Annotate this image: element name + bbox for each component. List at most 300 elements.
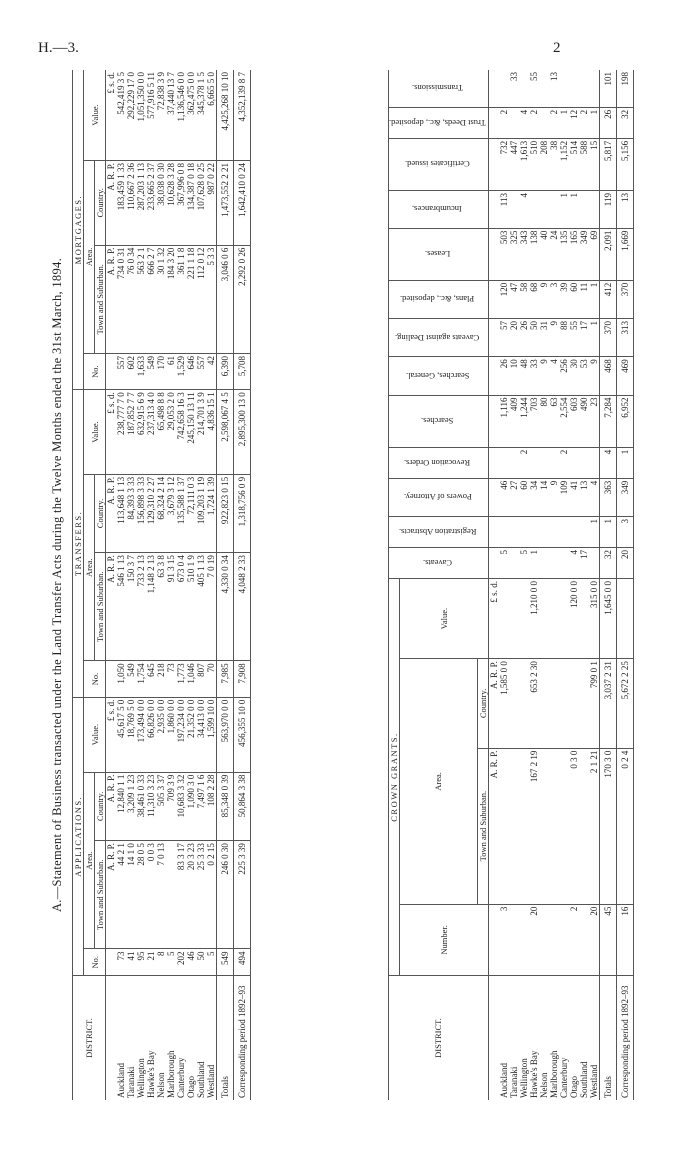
- value-cell: [549, 191, 559, 229]
- value-cell: [589, 548, 600, 579]
- value-cell: 653 2 30: [529, 659, 539, 748]
- value-cell: 666 2 7: [146, 245, 156, 353]
- trust-deeds-header: Trust Deeds, &c., deposited.: [389, 117, 486, 128]
- value-cell: 12,840 1 1: [116, 772, 126, 841]
- value-cell: 23: [589, 395, 600, 447]
- table-row: [616, 70, 633, 1100]
- value-cell: 101: [599, 70, 616, 107]
- value-cell: 742,658 16 3: [176, 390, 186, 475]
- value-cell: 48: [519, 357, 529, 395]
- value-cell: 15: [589, 138, 600, 190]
- value-cell: 9: [549, 478, 559, 516]
- value-cell: 68,324 2 14: [156, 474, 166, 552]
- value-cell: 345,378 1 5: [196, 70, 206, 160]
- table-2-body: [499, 70, 634, 1100]
- value-cell: 109: [559, 478, 569, 516]
- value-cell: [579, 659, 589, 748]
- value-cell: 1,090 3 0: [186, 772, 196, 841]
- value-cell: 1: [616, 447, 633, 478]
- value-cell: [579, 447, 589, 478]
- value-cell: 1,051,350 0 0: [136, 70, 146, 160]
- value-cell: 3,209 1 23: [126, 772, 136, 841]
- page-reference: H.—3.: [38, 40, 79, 56]
- value-cell: 2 1 21: [589, 748, 600, 904]
- value-cell: 135,588 1 37: [176, 474, 186, 552]
- value-cell: 469: [616, 357, 633, 395]
- value-cell: 733 2 13: [136, 553, 146, 661]
- value-cell: 10: [509, 357, 519, 395]
- district-cell: Taranaki: [126, 1066, 136, 1098]
- value-cell: [569, 659, 579, 748]
- value-cell: 1: [589, 280, 600, 318]
- value-cell: [519, 748, 529, 904]
- value-cell: 0 2 4: [616, 748, 633, 904]
- value-cell: 5: [166, 949, 176, 976]
- value-cell: 4,352,139 8 7: [234, 70, 251, 160]
- units-arp: A. R. P.: [106, 474, 117, 552]
- value-cell: 409: [509, 395, 519, 447]
- value-cell: 1: [589, 107, 600, 138]
- value-cell: 214,701 3 9: [196, 390, 206, 475]
- district-cell: Hawke's Bay: [528, 1050, 539, 1098]
- table-row: [549, 70, 559, 1100]
- value-cell: 44 2 1: [116, 841, 126, 949]
- value-cell: 184 3 20: [166, 245, 176, 353]
- statement-table-1: [72, 70, 251, 1100]
- value-cell: [579, 517, 589, 548]
- value-cell: [549, 548, 559, 579]
- value-cell: 4,425,268 10 10: [217, 70, 234, 160]
- certificates-header: Certificates issued.: [405, 159, 470, 170]
- app-country-header: Country.: [95, 772, 106, 841]
- district-cell: Southland: [196, 1061, 206, 1098]
- value-cell: [559, 748, 569, 904]
- value-cell: 4: [549, 357, 559, 395]
- table-row: [579, 70, 589, 1100]
- value-cell: 26: [599, 107, 616, 138]
- value-cell: 197,234 0 0: [176, 697, 186, 772]
- value-cell: [529, 447, 539, 478]
- value-cell: [509, 447, 519, 478]
- value-cell: 349: [579, 228, 589, 280]
- value-cell: 73: [116, 949, 126, 976]
- value-cell: 313: [616, 319, 633, 357]
- value-cell: 110,667 2 36: [126, 160, 136, 245]
- value-cell: [549, 447, 559, 478]
- value-cell: 2: [499, 107, 509, 138]
- value-cell: 367,996 0 8: [176, 160, 186, 245]
- table-row: [519, 70, 529, 1100]
- value-cell: 68: [529, 280, 539, 318]
- value-cell: 34: [529, 478, 539, 516]
- units-arp: A. R. P.: [488, 748, 499, 904]
- value-cell: 46: [186, 949, 196, 976]
- value-cell: 233,665 2 37: [146, 160, 156, 245]
- value-cell: [499, 579, 509, 659]
- value-cell: 37,440 13 7: [166, 70, 176, 160]
- value-cell: 26: [499, 357, 509, 395]
- applications-header: APPLICATIONS.: [73, 697, 84, 975]
- leases-header: Leases.: [424, 249, 450, 260]
- value-cell: 456,355 10 0: [234, 697, 251, 772]
- value-cell: 31: [539, 319, 549, 357]
- district-cell: Otago: [186, 1076, 196, 1098]
- district-cell: Wellington: [518, 1058, 529, 1098]
- value-cell: 4: [599, 447, 616, 478]
- value-cell: [539, 70, 549, 107]
- value-cell: 10,628 3 28: [166, 160, 176, 245]
- value-cell: 1,148 2 13: [146, 553, 156, 661]
- value-cell: [539, 748, 549, 904]
- value-cell: 95: [136, 949, 146, 976]
- value-cell: 1: [569, 191, 579, 229]
- value-cell: 26: [519, 319, 529, 357]
- value-cell: 34,413 0 0: [196, 697, 206, 772]
- value-cell: 61: [166, 353, 176, 389]
- value-cell: [509, 748, 519, 904]
- searches-general-header: Searches, General.: [405, 370, 470, 381]
- value-cell: 2,292 0 26: [234, 245, 251, 353]
- revocation-header: Revocation Orders.: [404, 457, 471, 468]
- value-cell: [519, 517, 529, 548]
- value-cell: 632,915 6 9: [136, 390, 146, 475]
- table-row: [539, 70, 549, 1100]
- district-cell: Corresponding period 1892–93: [619, 985, 630, 1098]
- value-cell: [549, 904, 559, 975]
- value-cell: 4,836 15 1: [206, 390, 217, 475]
- district-cell: Taranaki: [508, 1066, 519, 1098]
- value-cell: 20: [616, 548, 633, 579]
- value-cell: 9: [549, 319, 559, 357]
- value-cell: 1: [589, 517, 600, 548]
- value-cell: [549, 748, 559, 904]
- value-cell: 20: [529, 904, 539, 975]
- value-cell: [559, 517, 569, 548]
- value-cell: 17: [579, 319, 589, 357]
- value-cell: 120: [499, 280, 509, 318]
- value-cell: 412: [599, 280, 616, 318]
- district-cell: Corresponding period 1892–93: [237, 985, 247, 1098]
- value-cell: 799 0 1: [589, 659, 600, 748]
- value-cell: 38,461 0 33: [136, 772, 146, 841]
- tr-value-header: Value.: [84, 390, 106, 475]
- value-cell: 5,672 2 25: [616, 659, 633, 748]
- value-cell: 80: [539, 395, 549, 447]
- value-cell: 20: [589, 904, 600, 975]
- value-cell: [519, 904, 529, 975]
- value-cell: [539, 191, 549, 229]
- table-row: [234, 70, 251, 1100]
- units-arp: A. R. P.: [488, 659, 499, 748]
- value-cell: 5,817: [599, 138, 616, 190]
- value-cell: 238,777 7 0: [116, 390, 126, 475]
- value-cell: [569, 70, 579, 107]
- value-cell: 2: [579, 107, 589, 138]
- value-cell: 8: [156, 949, 166, 976]
- incumbrances-header: Incumbrances.: [412, 204, 463, 215]
- value-cell: 2,554: [559, 395, 569, 447]
- value-cell: 1,210 0 0: [529, 579, 539, 659]
- value-cell: 557: [196, 353, 206, 389]
- district-cell: Auckland: [498, 1063, 509, 1098]
- value-cell: 3,679 3 12: [166, 474, 176, 552]
- value-cell: 1,642,410 0 24: [234, 160, 251, 245]
- value-cell: 1,473,552 2 21: [217, 160, 234, 245]
- value-cell: 646: [186, 353, 196, 389]
- value-cell: [579, 70, 589, 107]
- value-cell: 1,645 0 0: [599, 579, 616, 659]
- district-cell: Canterbury: [176, 1057, 186, 1098]
- value-cell: 2: [519, 447, 529, 478]
- value-cell: [559, 904, 569, 975]
- units-arp: A. R. P.: [106, 772, 117, 841]
- table-row: [176, 70, 186, 1100]
- value-cell: 673 0 4: [176, 553, 186, 661]
- value-cell: 5: [206, 949, 217, 976]
- value-cell: 73: [166, 661, 176, 697]
- value-cell: 21: [146, 949, 156, 976]
- value-cell: [569, 517, 579, 548]
- value-cell: 12: [569, 107, 579, 138]
- value-cell: 5,156: [616, 138, 633, 190]
- value-cell: 549: [126, 661, 136, 697]
- value-cell: 549: [146, 353, 156, 389]
- value-cell: 287,203 1 13: [136, 160, 146, 245]
- value-cell: 2: [549, 107, 559, 138]
- value-cell: 325: [509, 228, 519, 280]
- value-cell: 343: [519, 228, 529, 280]
- value-cell: [589, 70, 600, 107]
- value-cell: 42: [206, 353, 217, 389]
- district-cell: Nelson: [538, 1072, 549, 1098]
- value-cell: 53: [579, 357, 589, 395]
- units-arp: A. R. P.: [106, 553, 117, 661]
- value-cell: 113,648 1 13: [116, 474, 126, 552]
- value-cell: [559, 659, 569, 748]
- value-cell: 63 3 8: [156, 553, 166, 661]
- value-cell: 7,908: [234, 661, 251, 697]
- value-cell: 2: [559, 447, 569, 478]
- district-cell: Wellington: [136, 1058, 146, 1098]
- value-cell: 32: [616, 107, 633, 138]
- value-cell: 60: [519, 478, 529, 516]
- value-cell: 187,852 7 7: [126, 390, 136, 475]
- value-cell: 113: [499, 191, 509, 229]
- value-cell: 1,050: [116, 661, 126, 697]
- rotated-statement: [50, 70, 660, 1100]
- value-cell: 14 1 0: [126, 841, 136, 949]
- value-cell: 1: [599, 517, 616, 548]
- value-cell: 3: [499, 904, 509, 975]
- value-cell: 50: [529, 319, 539, 357]
- value-cell: 2: [569, 904, 579, 975]
- value-cell: 218: [156, 661, 166, 697]
- value-cell: 237,313 4 0: [146, 390, 156, 475]
- value-cell: 1: [559, 191, 569, 229]
- value-cell: 138: [529, 228, 539, 280]
- value-cell: 72,111 0 3: [186, 474, 196, 552]
- value-cell: 1,152: [559, 138, 569, 190]
- value-cell: 0 2 15: [206, 841, 217, 949]
- value-cell: 349: [616, 478, 633, 516]
- value-cell: 198: [616, 70, 633, 107]
- value-cell: 4: [569, 548, 579, 579]
- value-cell: 167 2 19: [529, 748, 539, 904]
- value-cell: 88: [559, 319, 569, 357]
- value-cell: 170 3 0: [599, 748, 616, 904]
- statement-table-2: [388, 70, 634, 1100]
- value-cell: [509, 579, 519, 659]
- table-row: [196, 70, 206, 1100]
- value-cell: 1,633: [136, 353, 146, 389]
- value-cell: 134,387 0 18: [186, 160, 196, 245]
- value-cell: 7,497 1 6: [196, 772, 206, 841]
- app-area-header: Area.: [84, 772, 95, 949]
- value-cell: 69: [589, 228, 600, 280]
- value-cell: [539, 659, 549, 748]
- value-cell: 1,136,546 0 0: [176, 70, 186, 160]
- value-cell: [549, 517, 559, 548]
- cg-area-header: Area.: [400, 659, 478, 904]
- value-cell: 55: [529, 70, 539, 107]
- value-cell: [509, 107, 519, 138]
- value-cell: 2,895,300 13 0: [234, 390, 251, 475]
- value-cell: 246 0 30: [217, 841, 234, 949]
- value-cell: 38: [549, 138, 559, 190]
- value-cell: 2,091: [599, 228, 616, 280]
- table-row: [217, 70, 234, 1100]
- value-cell: 588: [579, 138, 589, 190]
- value-cell: 1,046: [186, 661, 196, 697]
- value-cell: 1,669: [616, 228, 633, 280]
- district-cell: Totals: [220, 1076, 230, 1098]
- table-1-body: [116, 70, 251, 1100]
- value-cell: 13: [579, 478, 589, 516]
- value-cell: 603: [569, 395, 579, 447]
- value-cell: 58: [519, 280, 529, 318]
- value-cell: 16: [616, 904, 633, 975]
- value-cell: 447: [509, 138, 519, 190]
- value-cell: 9: [589, 357, 600, 395]
- district-cell: Otago: [568, 1076, 579, 1098]
- value-cell: 85,348 0 39: [217, 772, 234, 841]
- value-cell: 2: [529, 107, 539, 138]
- value-cell: [499, 748, 509, 904]
- app-no-header: No.: [84, 949, 106, 976]
- value-cell: 5: [499, 548, 509, 579]
- value-cell: 33: [509, 70, 519, 107]
- cg-value-header: Value.: [400, 579, 489, 659]
- table-row: [499, 70, 509, 1100]
- value-cell: 7 0 19: [206, 553, 217, 661]
- value-cell: [559, 548, 569, 579]
- district-header: DISTRICT.: [389, 976, 489, 1101]
- value-cell: 514: [569, 138, 579, 190]
- value-cell: 135: [559, 228, 569, 280]
- value-cell: 28 0 5: [136, 841, 146, 949]
- value-cell: 1,860 0 0: [166, 697, 176, 772]
- value-cell: 225 3 39: [234, 841, 251, 949]
- value-cell: [509, 659, 519, 748]
- value-cell: 7 0 13: [156, 841, 166, 949]
- value-cell: 202: [176, 949, 186, 976]
- value-cell: 32: [599, 548, 616, 579]
- table-row: [136, 70, 146, 1100]
- value-cell: [499, 447, 509, 478]
- table-row: [529, 70, 539, 1100]
- value-cell: 57: [499, 319, 509, 357]
- value-cell: [539, 447, 549, 478]
- value-cell: 109,203 1 19: [196, 474, 206, 552]
- table-row: [599, 70, 616, 1100]
- value-cell: 2,598,067 4 5: [217, 390, 234, 475]
- value-cell: 1,116: [499, 395, 509, 447]
- value-cell: 362,475 0 0: [186, 70, 196, 160]
- value-cell: 245,150 13 11: [186, 390, 196, 475]
- searches-header: Searches.: [421, 416, 454, 427]
- value-cell: 150 3 7: [126, 553, 136, 661]
- value-cell: [539, 548, 549, 579]
- table-row: [116, 70, 126, 1100]
- mo-country-header: Country.: [95, 160, 106, 245]
- transfers-header: TRANSFERS.: [73, 390, 84, 697]
- units-arp: A. R. P.: [106, 841, 117, 949]
- value-cell: [499, 70, 509, 107]
- district-cell: Totals: [602, 1076, 613, 1098]
- value-cell: 1,754: [136, 661, 146, 697]
- value-cell: 1: [589, 319, 600, 357]
- table-row: [146, 70, 156, 1100]
- value-cell: 170: [156, 353, 166, 389]
- value-cell: 4: [519, 107, 529, 138]
- value-cell: 4,048 2 33: [234, 553, 251, 661]
- cg-town-header: Town and Suburban.: [477, 748, 488, 904]
- value-cell: 370: [599, 319, 616, 357]
- value-cell: [509, 191, 519, 229]
- value-cell: 256: [559, 357, 569, 395]
- value-cell: [559, 579, 569, 659]
- value-cell: 30 1 32: [156, 245, 166, 353]
- units-arp: A. R. P.: [106, 245, 117, 353]
- district-header: DISTRICT.: [73, 976, 106, 1101]
- value-cell: 563,970 0 0: [217, 697, 234, 772]
- value-cell: 165: [569, 228, 579, 280]
- value-cell: 221 1 18: [186, 245, 196, 353]
- crown-grants-header: CROWN GRANTS.: [389, 579, 400, 976]
- value-cell: 33: [529, 357, 539, 395]
- value-cell: 405 1 13: [196, 553, 206, 661]
- value-cell: [579, 191, 589, 229]
- value-cell: 6,390: [217, 353, 234, 389]
- caveats-dealing-header: Caveats against Dealing.: [395, 332, 480, 343]
- value-cell: 505 3 37: [156, 772, 166, 841]
- value-cell: 29,053 2 0: [166, 390, 176, 475]
- value-cell: 11,310 3 23: [146, 772, 156, 841]
- value-cell: 3,037 2 31: [599, 659, 616, 748]
- tr-area-header: Area.: [84, 474, 95, 661]
- value-cell: [519, 579, 529, 659]
- value-cell: 542,419 3 5: [116, 70, 126, 160]
- powers-header: Powers of Attorney.: [403, 492, 472, 503]
- value-cell: [549, 579, 559, 659]
- district-cell: Auckland: [116, 1063, 126, 1098]
- value-cell: [549, 659, 559, 748]
- district-cell: Westland: [206, 1064, 216, 1098]
- mo-town-header: Town and Suburban.: [95, 245, 106, 353]
- value-cell: 41: [569, 478, 579, 516]
- value-cell: 3: [616, 517, 633, 548]
- value-cell: 21,352 0 0: [186, 697, 196, 772]
